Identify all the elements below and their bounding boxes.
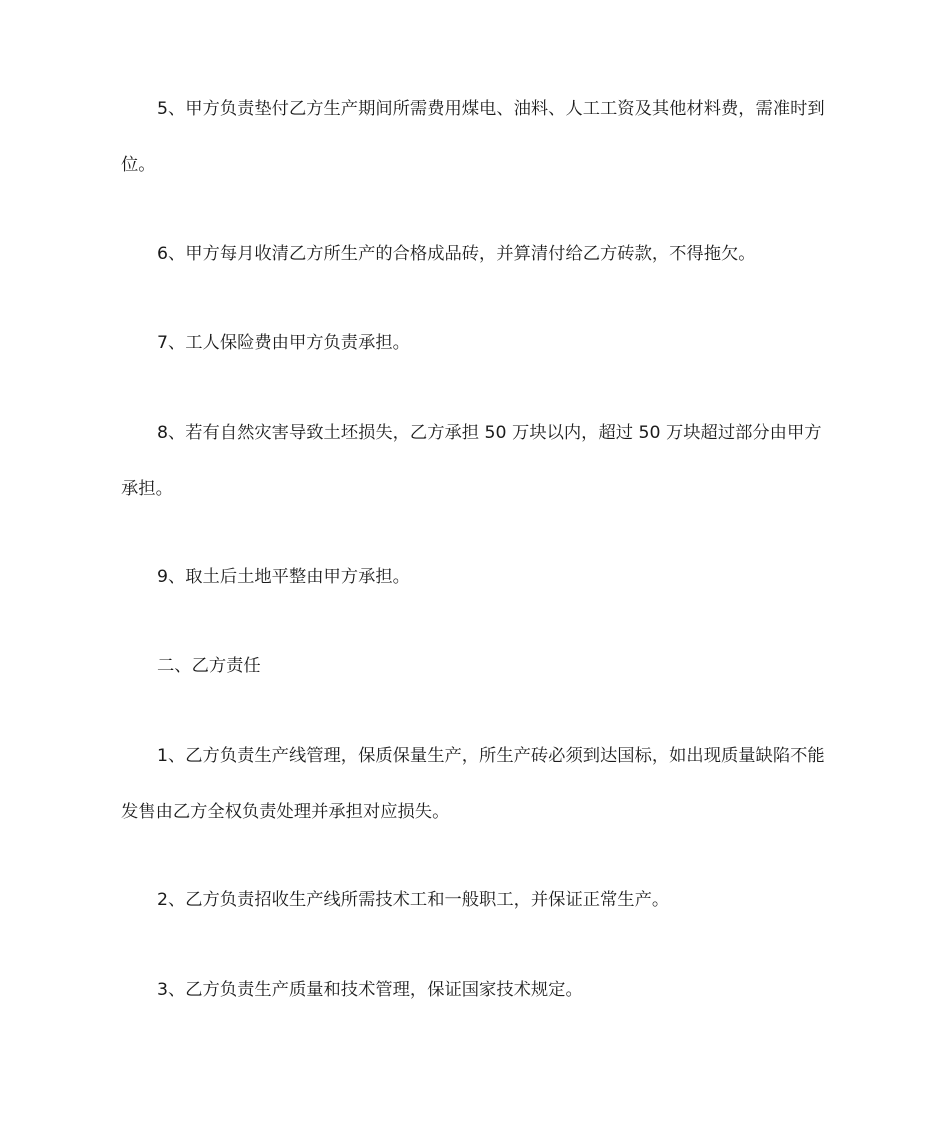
party-b-clause-1-paragraph: 1、乙方负责生产线管理，保质保量生产，所生产砖必须到达国标，如出现质量缺陷不能发售由乙方全权负责处理并承担对应损失。: [121, 746, 825, 822]
party-b-clause-2-paragraph: 2、乙方负责招收生产线所需技术工和一般职工，并保证正常生产。: [157, 890, 670, 910]
clause-6-paragraph: 6、甲方每月收清乙方所生产的合格成品砖，并算清付给乙方砖款，不得拖欠。: [157, 244, 756, 264]
section-heading-party-b: 二、乙方责任: [157, 656, 261, 676]
clause-7-paragraph: 7、工人保险费由甲方负责承担。: [157, 333, 410, 353]
clause-9-paragraph: 9、取土后土地平整由甲方承担。: [157, 567, 410, 587]
party-b-clause-3-paragraph: 3、乙方负责生产质量和技术管理，保证国家技术规定。: [157, 980, 583, 1000]
clause-8-paragraph: 8、若有自然灾害导致土坯损失，乙方承担 50 万块以内，超过 50 万块超过部分由甲方承担。: [121, 423, 822, 499]
clause-5-paragraph: 5、甲方负责垫付乙方生产期间所需费用煤电、油料、人工工资及其他材料费，需准时到位。: [121, 99, 825, 175]
